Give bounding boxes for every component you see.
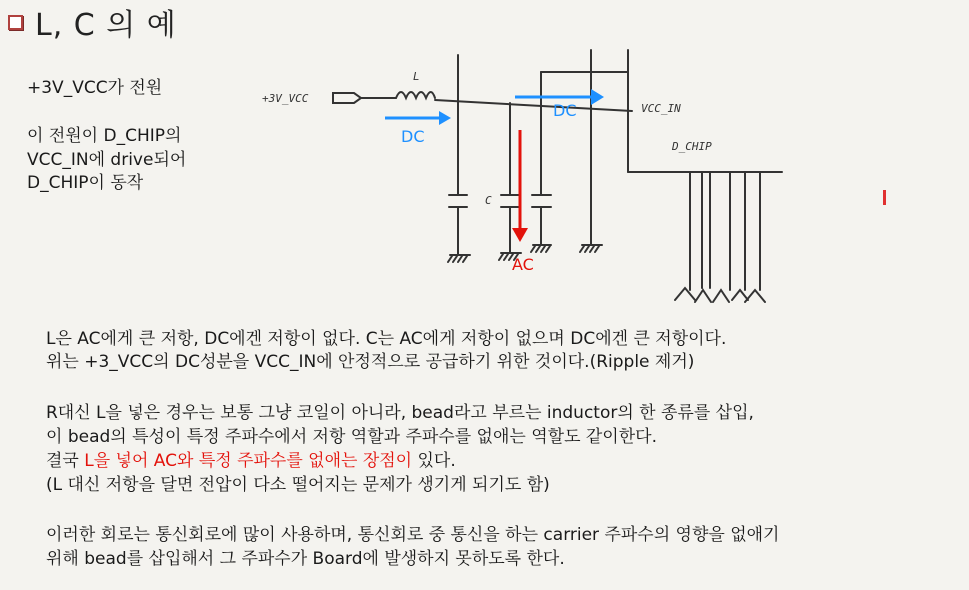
body-line-5: [46, 450, 456, 473]
side-note-line-1: +3V_VCC가 전원: [27, 78, 163, 98]
dc-label-1: DC: [401, 127, 425, 146]
body-line-3: R대신 L을 넣은 경우는 보통 그냥 코일이 아니라, bead라고 부르는 inductor의 한 종류를 삽입,: [46, 403, 754, 423]
input-connector-icon: [333, 93, 361, 103]
title-text: L, C 의 예: [35, 8, 177, 43]
capacitor-label: C: [485, 194, 492, 207]
chip-pins-icon: [675, 172, 765, 302]
inductor-label: L: [413, 70, 420, 83]
side-note-line-3: VCC_IN에 drive되어: [27, 150, 187, 170]
body-line-5-suffix: 있다.: [412, 451, 456, 471]
body-line-5-prefix: 결국: [46, 451, 85, 471]
body-line-6: (L 대신 저항을 달면 전압이 다소 떨어지는 문제가 생기게 되기도 함): [46, 475, 550, 495]
body-line-7: 이러한 회로는 통신회로에 많이 사용하며, 통신회로 중 통신을 하는 carrier 주파수의 영향을 없애기: [46, 525, 780, 545]
vcc-in-label: VCC_IN: [641, 102, 681, 115]
ac-arrow-icon: [512, 130, 528, 242]
source-label: +3V_VCC: [262, 92, 309, 105]
body-line-1: L은 AC에게 큰 저항, DC에겐 저항이 없다. C는 AC에게 저항이 없으며 DC에겐 큰 저항이다.: [46, 329, 727, 349]
side-note-line-4: D_CHIP이 동작: [27, 173, 144, 193]
body-line-8: 위해 bead를 삽입해서 그 주파수가 Board에 발생하지 못하도록 한다.: [46, 549, 565, 569]
dc-label-2: DC: [553, 101, 577, 120]
inductor-icon: [396, 92, 435, 98]
body-line-5-highlight: L을 넣어 AC와 특정 주파수를 없애는 장점이: [84, 451, 413, 471]
ac-label: AC: [512, 255, 534, 274]
dc-arrow-1-icon: [385, 111, 451, 125]
text-cursor-mark: [883, 190, 886, 205]
body-line-4: 이 bead의 특성이 특정 주파수에서 저항 역할과 주파수를 없애는 역할도 같이한다.: [46, 427, 657, 447]
side-note-line-2: 이 전원이 D_CHIP의: [27, 126, 182, 146]
chip-label: D_CHIP: [672, 140, 712, 153]
body-line-2: 위는 +3_VCC의 DC성분을 VCC_IN에 안정적으로 공급하기 위한 것이다.(Ripple 제거): [46, 352, 695, 372]
